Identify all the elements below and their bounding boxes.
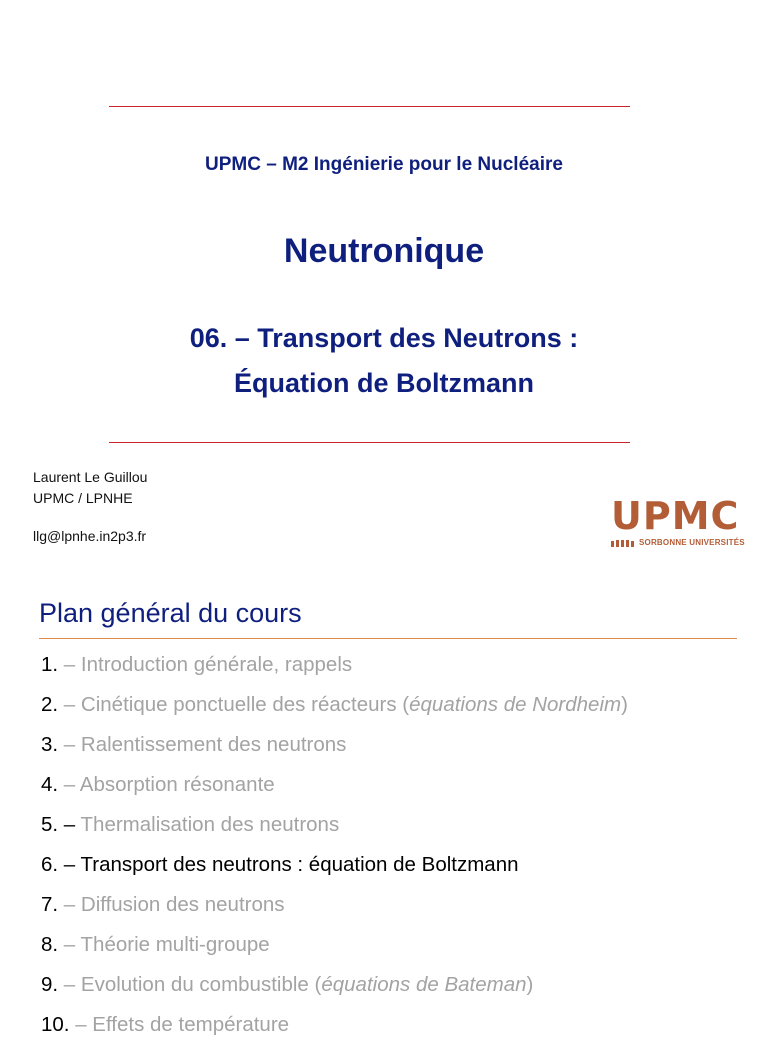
- item-text-italic: équations de Bateman: [321, 973, 527, 996]
- top-divider: [109, 106, 630, 107]
- item-dash: –: [58, 973, 81, 996]
- program-title: UPMC – M2 Ingénierie pour le Nucléaire: [205, 154, 563, 175]
- item-text: Ralentissement des neutrons: [80, 733, 347, 756]
- item-dash: –: [58, 813, 81, 836]
- plan-item-9: [41, 972, 628, 1012]
- logo-subtitle: SORBONNE UNIVERSITÉS: [639, 538, 745, 547]
- item-dash: –: [69, 1013, 93, 1036]
- item-text-after: ): [526, 973, 534, 996]
- item-dash: –: [58, 653, 81, 676]
- item-dash: –: [58, 733, 81, 756]
- plan-item-5: [41, 812, 628, 852]
- plan-heading: Plan général du cours: [39, 598, 302, 628]
- plan-item-4: [41, 772, 628, 812]
- plan-item-6-current: [41, 852, 628, 892]
- plan-item-3: [41, 732, 628, 772]
- plan-item-1: [41, 652, 628, 692]
- author-affiliation: UPMC / LPNHE: [33, 490, 133, 506]
- upmc-logo: [611, 494, 749, 550]
- plan-divider: [39, 638, 737, 639]
- author-name: Laurent Le Guillou: [33, 469, 148, 485]
- lecture-title-line1: 06. – Transport des Neutrons :: [189, 323, 579, 353]
- item-text: Théorie multi-groupe: [80, 933, 270, 956]
- item-text-after: ): [621, 693, 628, 716]
- item-text: Diffusion des neutrons: [80, 893, 285, 916]
- item-text: Absorption résonante: [79, 773, 275, 796]
- item-number: 5.: [41, 813, 59, 836]
- item-number: 6.: [41, 853, 59, 876]
- item-dash: –: [58, 693, 81, 716]
- item-number: 4.: [41, 773, 59, 796]
- item-text: Cinétique ponctuelle des réacteurs (: [80, 693, 410, 716]
- item-dash: –: [58, 773, 80, 796]
- item-text: Transport des neutrons : équation de Boltzmann: [80, 853, 519, 876]
- lecture-title-line2: Équation de Boltzmann: [234, 368, 534, 398]
- plan-item-8: [41, 932, 628, 972]
- item-dash: –: [58, 893, 81, 916]
- item-text: Evolution du combustible (: [80, 973, 322, 996]
- item-number: 10.: [41, 1013, 70, 1036]
- item-number: 9.: [41, 973, 59, 996]
- plan-item-2: [41, 692, 628, 732]
- item-text: Thermalisation des neutrons: [80, 813, 340, 836]
- item-number: 3.: [41, 733, 59, 756]
- item-number: 2.: [41, 693, 59, 716]
- item-number: 1.: [41, 653, 59, 676]
- logo-wordmark: UPMC: [611, 494, 740, 538]
- plan-list: [41, 652, 628, 1052]
- item-text: Introduction générale, rappels: [80, 653, 353, 676]
- course-title: Neutronique: [283, 232, 485, 270]
- plan-item-10: [41, 1012, 628, 1052]
- logo-mark-icon: [611, 540, 637, 547]
- item-number: 7.: [41, 893, 59, 916]
- plan-item-7: [41, 892, 628, 932]
- item-number: 8.: [41, 933, 59, 956]
- item-text: Effets de température: [92, 1013, 290, 1036]
- item-dash: –: [58, 853, 81, 876]
- bottom-divider: [109, 442, 630, 443]
- item-text-italic: équations de Nordheim: [409, 693, 622, 716]
- author-email: llg@lpnhe.in2p3.fr: [33, 528, 147, 544]
- item-dash: –: [58, 933, 81, 956]
